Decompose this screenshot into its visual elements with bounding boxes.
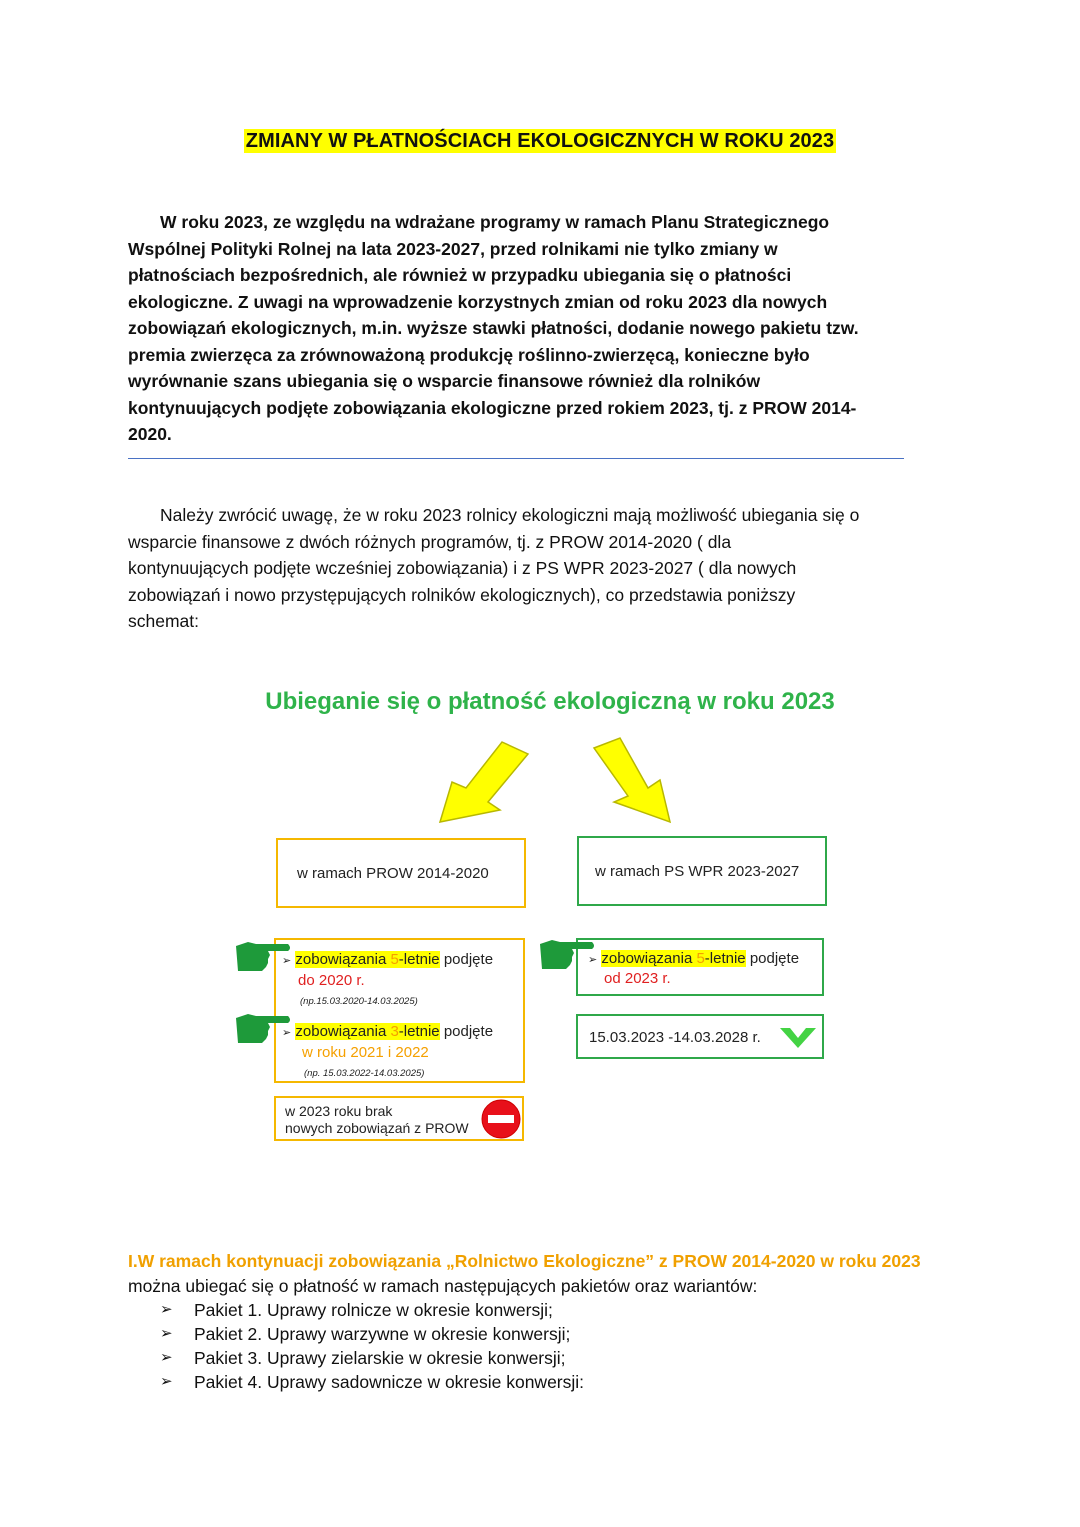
arrow-down-left-icon	[430, 740, 540, 824]
check-down-icon	[778, 1024, 818, 1050]
intro-line: płatnościach bezpośrednich, ale również w przypadku ubiegania się o płatności	[128, 265, 792, 285]
package-list	[160, 1298, 584, 1394]
no-new-commitments-line1: w 2023 roku brak	[285, 1103, 393, 1119]
intro-line: W roku 2023, ze względu na wdrażane programy w ramach Planu Strategicznego	[160, 212, 830, 232]
bullet-arrow-icon: ➢	[160, 1301, 173, 1318]
prow-item-5-year-date: do 2020 r.	[298, 972, 365, 989]
list-item: ➢ Pakiet 1. Uprawy rolnicze w okresie konwersji;	[160, 1300, 553, 1320]
intro-line: premia zwierzęca za zrównoważoną produkcję roślinno-zwierzęcą, konieczne było	[128, 344, 810, 365]
intro-paragraph	[128, 209, 928, 448]
list-item: ➢ Pakiet 4. Uprawy sadownicze w okresie konwersji:	[160, 1372, 585, 1392]
para2-line: zobowiązań i nowo przystępujących rolników ekologicznych), co przedstawia poniższy	[128, 584, 796, 605]
intro-line: wyrównanie szans ubiegania się o wsparcie finansowe również dla rolników	[128, 371, 761, 391]
divider-line	[128, 458, 904, 459]
bullet-arrow-icon: ➢	[160, 1349, 173, 1366]
list-item: ➢ Pakiet 3. Uprawy zielarskie w okresie konwersji;	[160, 1348, 566, 1368]
intro-line: kontynuujących podjęte zobowiązania ekologiczne przed rokiem 2023, tj. z PROW 2014-	[128, 397, 857, 418]
section-heading: I.W ramach kontynuacji zobowiązania „Rolnictwo Ekologiczne” z PROW 2014-2020 w roku 2023	[128, 1251, 921, 1271]
pswpr-item-5-year: ➢ zobowiązania 5-letnie podjęte	[588, 950, 800, 967]
prow-item-3-year: ➢ zobowiązania 3-letnie podjęte	[282, 1023, 494, 1040]
pointing-hand-icon	[538, 936, 596, 972]
page-title	[0, 130, 1080, 153]
prow-item-3-year-date: w roku 2021 i 2022	[302, 1044, 429, 1061]
no-entry-icon	[480, 1098, 522, 1140]
pointing-hand-icon	[234, 938, 292, 974]
bullet-arrow-icon: ➢	[160, 1373, 173, 1390]
intro-line: 2020.	[128, 424, 172, 444]
prow-commitments-box	[274, 938, 525, 1083]
prow-header-box: w ramach PROW 2014-2020	[276, 838, 526, 908]
para2-line: kontynuujących podjęte wcześniej zobowiązania) i z PS WPR 2023-2027 ( dla nowych	[128, 558, 797, 578]
prow-item-5-year-note: (np.15.03.2020-14.03.2025)	[300, 996, 418, 1007]
section-subheading: można ubiegać się o płatność w ramach następujących pakietów oraz wariantów:	[128, 1276, 758, 1296]
intro-line: Wspólnej Polityki Rolnej na lata 2023-2027, przed rolnikami nie tylko zmiany w	[128, 238, 778, 259]
arrow-down-right-icon	[584, 736, 694, 824]
no-new-commitments-box	[274, 1096, 524, 1141]
prow-item-3-year-note: (np. 15.03.2022-14.03.2025)	[304, 1068, 425, 1079]
pointing-hand-icon	[234, 1010, 292, 1046]
title-text: ZMIANY W PŁATNOŚCIACH EKOLOGICZNYCH W ROKU 2023	[245, 130, 835, 152]
intro-line: zobowiązań ekologicznych, m.in. wyższe stawki płatności, dodanie nowego pakietu tzw.	[128, 318, 859, 338]
no-new-commitments-line2: nowych zobowiązań z PROW	[285, 1120, 469, 1136]
bullet-arrow-icon: ➢	[160, 1325, 173, 1342]
pswpr-commitments-box	[576, 938, 824, 996]
diagram-title: Ubieganie się o płatność ekologiczną w roku 2023	[265, 688, 835, 715]
second-paragraph	[128, 502, 958, 635]
prow-item-5-year: ➢ zobowiązania 5-letnie podjęte	[282, 951, 494, 968]
pswpr-dates: 15.03.2023 -14.03.2028 r.	[589, 1029, 761, 1046]
pswpr-dates-box	[576, 1014, 824, 1059]
list-item: ➢ Pakiet 2. Uprawy warzywne w okresie konwersji;	[160, 1324, 571, 1344]
pswpr-header-box: w ramach PS WPR 2023-2027	[577, 836, 827, 906]
para2-line: schemat:	[128, 611, 199, 631]
para2-line: wsparcie finansowe z dwóch różnych programów, tj. z PROW 2014-2020 ( dla	[128, 531, 732, 552]
para2-line: Należy zwrócić uwagę, że w roku 2023 rolnicy ekologiczni mają możliwość ubiegania się o	[160, 505, 860, 525]
pswpr-item-5-year-date: od 2023 r.	[604, 970, 671, 987]
intro-line: ekologiczne. Z uwagi na wprowadzenie korzystnych zmian od roku 2023 dla nowych	[128, 291, 828, 312]
